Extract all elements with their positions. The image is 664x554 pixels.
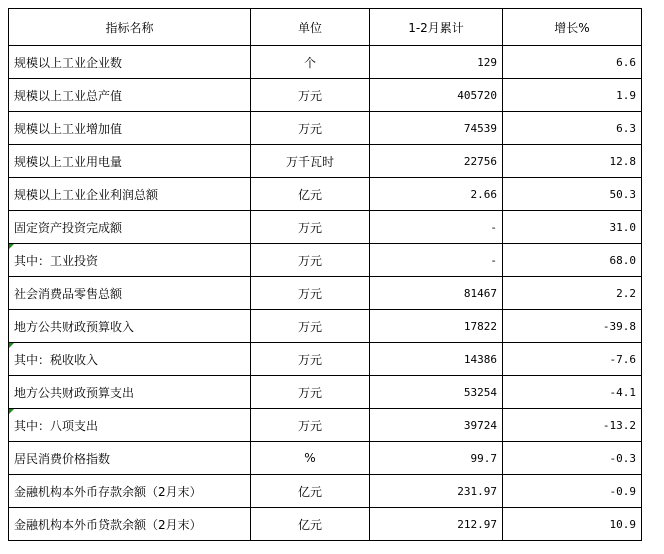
unit-cell: % xyxy=(251,442,370,475)
unit-cell: 亿元 xyxy=(251,475,370,508)
table-row xyxy=(9,277,642,310)
cumulative-value-cell: 212.97 xyxy=(370,508,503,541)
indicator-name xyxy=(9,376,251,409)
indicator-name-text: 社会消费品零售总额 xyxy=(14,286,123,301)
indicator-name xyxy=(9,178,251,211)
table-row xyxy=(9,343,642,376)
table-header xyxy=(9,9,642,46)
indicator-name xyxy=(9,112,251,145)
indicator-name-text: 固定资产投资完成额 xyxy=(14,220,123,235)
growth-value-cell: 10.9 xyxy=(503,508,642,541)
unit-cell: 万元 xyxy=(251,211,370,244)
unit-cell: 万元 xyxy=(251,79,370,112)
growth-value-cell: 50.3 xyxy=(503,178,642,211)
unit-cell: 万元 xyxy=(251,409,370,442)
indicator-name xyxy=(9,343,251,376)
indicator-name xyxy=(9,442,251,475)
growth-value-cell: 1.9 xyxy=(503,79,642,112)
table-row xyxy=(9,409,642,442)
growth-value-cell: 6.3 xyxy=(503,112,642,145)
indicator-name-text: 规模以上工业企业利润总额 xyxy=(14,187,159,202)
indicator-name-text: 规模以上工业总产值 xyxy=(14,88,123,103)
table-row xyxy=(9,145,642,178)
header-cumulative: 1-2月累计 xyxy=(370,9,503,46)
indicator-name xyxy=(9,244,251,277)
growth-value-cell: -4.1 xyxy=(503,376,642,409)
cumulative-value-cell: 129 xyxy=(370,46,503,79)
unit-cell: 万千瓦时 xyxy=(251,145,370,178)
indicator-name-text: 金融机构本外币贷款余额（2月末） xyxy=(14,517,202,532)
cell-comment-marker-icon xyxy=(9,409,14,414)
unit-cell: 万元 xyxy=(251,376,370,409)
stats-table-container xyxy=(8,8,642,541)
table-row xyxy=(9,244,642,277)
unit-cell: 亿元 xyxy=(251,508,370,541)
table-row xyxy=(9,178,642,211)
growth-value-cell: -7.6 xyxy=(503,343,642,376)
statistics-table xyxy=(8,8,642,541)
indicator-name xyxy=(9,46,251,79)
table-body xyxy=(9,46,642,541)
cumulative-value-cell: 22756 xyxy=(370,145,503,178)
indicator-name xyxy=(9,79,251,112)
table-row xyxy=(9,211,642,244)
cumulative-value-cell: 405720 xyxy=(370,79,503,112)
table-row xyxy=(9,79,642,112)
indicator-name-text: 地方公共财政预算支出 xyxy=(14,385,135,400)
unit-cell: 万元 xyxy=(251,277,370,310)
cumulative-value-cell: 231.97 xyxy=(370,475,503,508)
indicator-name-text: 金融机构本外币存款余额（2月末） xyxy=(14,484,202,499)
cumulative-value-cell: 17822 xyxy=(370,310,503,343)
indicator-name-text: 规模以上工业增加值 xyxy=(14,121,123,136)
header-row xyxy=(9,9,642,46)
cumulative-value-cell: 2.66 xyxy=(370,178,503,211)
cumulative-value-cell: - xyxy=(370,244,503,277)
table-row xyxy=(9,376,642,409)
cell-comment-marker-icon xyxy=(9,244,14,249)
cell-comment-marker-icon xyxy=(9,343,14,348)
growth-value-cell: 6.6 xyxy=(503,46,642,79)
indicator-name-text: 其中：工业投资 xyxy=(14,253,99,268)
indicator-name-text: 地方公共财政预算收入 xyxy=(14,319,135,334)
growth-value-cell: 68.0 xyxy=(503,244,642,277)
indicator-name-text: 规模以上工业企业数 xyxy=(14,55,123,70)
header-growth: 增长% xyxy=(503,9,642,46)
growth-value-cell: 31.0 xyxy=(503,211,642,244)
table-row xyxy=(9,475,642,508)
table-row xyxy=(9,442,642,475)
header-indicator-name: 指标名称 xyxy=(9,9,251,46)
cumulative-value-cell: - xyxy=(370,211,503,244)
table-row xyxy=(9,46,642,79)
indicator-name xyxy=(9,145,251,178)
table-row xyxy=(9,310,642,343)
indicator-name xyxy=(9,310,251,343)
indicator-name xyxy=(9,409,251,442)
table-row xyxy=(9,112,642,145)
indicator-name-text: 规模以上工业用电量 xyxy=(14,154,123,169)
cumulative-value-cell: 39724 xyxy=(370,409,503,442)
growth-value-cell: 2.2 xyxy=(503,277,642,310)
indicator-name xyxy=(9,475,251,508)
unit-cell: 亿元 xyxy=(251,178,370,211)
cumulative-value-cell: 14386 xyxy=(370,343,503,376)
indicator-name xyxy=(9,211,251,244)
unit-cell: 个 xyxy=(251,46,370,79)
growth-value-cell: -0.9 xyxy=(503,475,642,508)
cumulative-value-cell: 53254 xyxy=(370,376,503,409)
unit-cell: 万元 xyxy=(251,244,370,277)
cumulative-value-cell: 99.7 xyxy=(370,442,503,475)
growth-value-cell: -13.2 xyxy=(503,409,642,442)
indicator-name xyxy=(9,277,251,310)
unit-cell: 万元 xyxy=(251,310,370,343)
header-unit: 单位 xyxy=(251,9,370,46)
indicator-name-text: 其中：八项支出 xyxy=(14,418,99,433)
unit-cell: 万元 xyxy=(251,343,370,376)
table-row xyxy=(9,508,642,541)
growth-value-cell: -0.3 xyxy=(503,442,642,475)
growth-value-cell: -39.8 xyxy=(503,310,642,343)
growth-value-cell: 12.8 xyxy=(503,145,642,178)
indicator-name xyxy=(9,508,251,541)
cumulative-value-cell: 74539 xyxy=(370,112,503,145)
cumulative-value-cell: 81467 xyxy=(370,277,503,310)
unit-cell: 万元 xyxy=(251,112,370,145)
indicator-name-text: 居民消费价格指数 xyxy=(14,451,111,466)
indicator-name-text: 其中：税收收入 xyxy=(14,352,99,367)
